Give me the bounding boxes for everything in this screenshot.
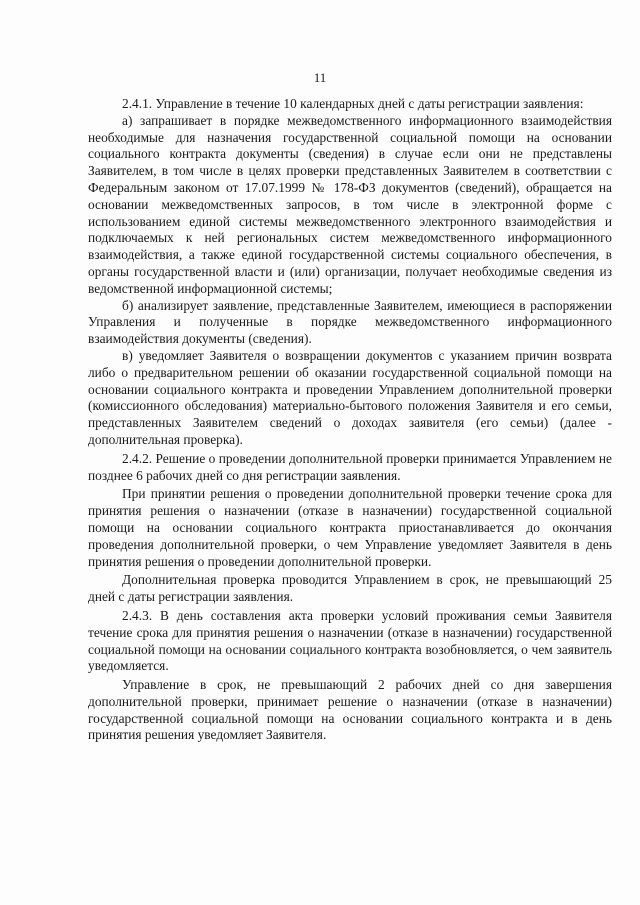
paragraph-item-a: а) запрашивает в порядке межведомственного информационного взаимодействия необходимые для назначения государственной социальной помощи на основании социального контракта документы (сведения) в случае если они не представлены Заявителем, в том числе в целях проверки представленных Заявителем в соответствии с Федеральным законом от 17.07.1999 № 178-ФЗ документов (сведений), обращается на основании межведомственных запросов, в том числе в электронной форме с использованием единой системы межведомственного электронного взаимодействия и подключаемых к ней региональных систем межведомственного информационного взаимодействия, а также единой государственной системы социального обеспечения, в органы государственной власти и (или) организации, получает необходимые сведения из ведомственной информационной системы; <box>88 112 612 296</box>
paragraph-2-4-2: 2.4.2. Решение о проведении дополнительной проверки принимается Управлением не позднее 6 рабочих дней со дня регистрации заявления. <box>88 450 612 483</box>
paragraph-2-4-1: 2.4.1. Управление в течение 10 календарных дней с даты регистрации заявления: <box>122 96 584 111</box>
page-number: 11 <box>313 70 327 85</box>
paragraph-2-4-3: 2.4.3. В день составления акта проверки условий проживания семьи Заявителя течение срока для принятия решения о назначении (отказе в назначении) государственной социальной помощи на основании социального контракта возобновляется, о чем заявитель уведомляется. <box>88 607 612 674</box>
paragraph-item-b: б) анализирует заявление, представленные Заявителем, имеющиеся в распоряжении Управления и полученные в порядке межведомственного информационного взаимодействия документы (сведения). <box>88 297 612 347</box>
document-body <box>88 96 612 744</box>
paragraph-suspension: При принятии решения о проведении дополнительной проверки течение срока для принятия решения о назначении (отказе в назначении) государственной социальной помощи на основании социального контракта приостанавливается до окончания проведения дополнительной проверки, о чем Управление уведомляет Заявителя в день принятия решения о проведении дополнительной проверки. <box>88 486 612 569</box>
paragraph-check-term: Дополнительная проверка проводится Управлением в срок, не превышающий 25 дней с даты регистрации заявления. <box>88 572 612 605</box>
paragraph-decision: Управление в срок, не превышающий 2 рабочих дней со дня завершения дополнительной проверки, принимает решение о назначении (отказе в назначении) государственной социальной помощи на основании социального контракта и в день принятия решения уведомляет Заявителя. <box>88 677 612 743</box>
paragraph-item-v: в) уведомляет Заявителя о возвращении документов с указанием причин возврата либо о предварительном решении об оказании государственной социальной помощи на основании социального контракта и проведении Управлением дополнительной проверки (комиссионного обследования) материально-бытового положения Заявителя и его семьи, представленных Заявителем сведений о доходах заявителя (его семьи) (далее - дополнительная проверка). <box>88 347 612 447</box>
